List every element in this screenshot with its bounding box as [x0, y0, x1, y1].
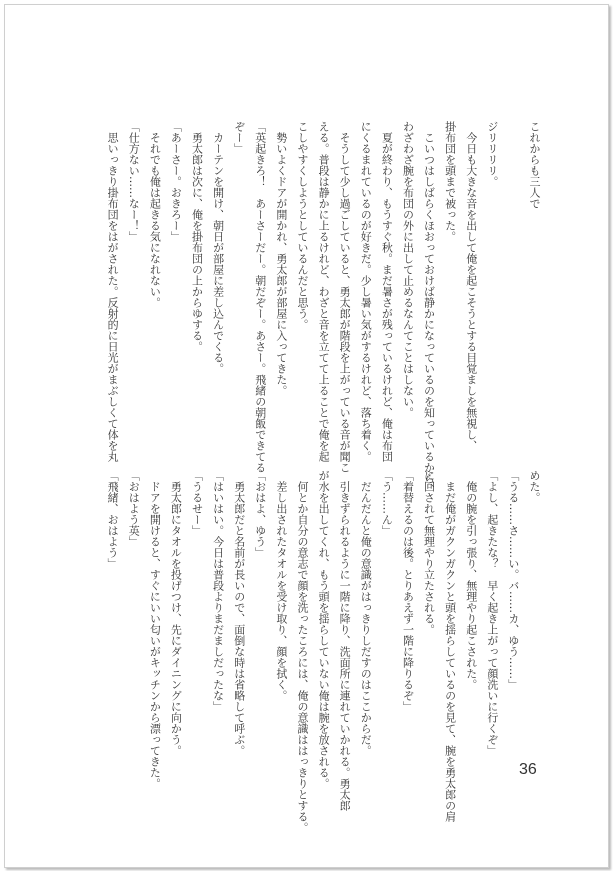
text-line: 「着替えるのは後。とりあえず一階に降りるぞ」: [401, 470, 415, 712]
text-block-bottom: [99, 470, 545, 833]
page-number: 36: [519, 761, 537, 778]
text-line: 「はいはい。今日は普段よりまだましだったな」: [211, 470, 225, 712]
text-line: 「飛緒、おはよう」: [106, 470, 120, 569]
text-line: それでも俺は起きる気になれない。: [148, 121, 162, 308]
chapter-title: これからも三人で: [528, 121, 541, 209]
text-line: そうして少し過ごしていると、勇太郎が階段を上がっている音が聞こ: [338, 121, 352, 473]
text-line: 勇太郎にタオルを投げつけ、先にダイニングに向かう。: [169, 470, 183, 756]
text-line: 夏が終わり、もうすぐ秋。まだ暑さが残っているけれど、俺は布団: [380, 121, 394, 462]
text-line: 勢いよくドアが開かれ、勇太郎が部屋に入ってきた。: [274, 121, 288, 396]
text-line: 「う……ん」: [380, 470, 394, 536]
text-line: [503, 121, 524, 466]
text-line: に回されて無理やり立たされる。: [422, 470, 436, 635]
text-line: 「うるせー」: [190, 470, 204, 536]
text-line: にくるまれているのが好きだ。少し暑い気がするけれど、落ち着く。: [359, 121, 373, 462]
text-line: 今日も大きな音を出して俺を起こそうとする目覚ましを無視し、: [464, 121, 478, 451]
text-line: まだ俺がガクンガクンと頭を揺らしているのを見て、腕を勇太郎の肩: [443, 470, 457, 822]
document-page: [4, 4, 609, 868]
text-line: が水を出してくれ、もう頭を揺らしていない俺は腕を放される。: [317, 470, 331, 789]
text-line: 勇太郎だと名前が長いので、面倒な時は省略して呼ぶ。: [232, 470, 246, 756]
text-line: 差し出されたタオルを受け取り、顔を拭く。: [274, 470, 288, 701]
text-line: 「うる……さ……い。バ……カ、ゆう……」: [506, 470, 520, 690]
text-line: 勇太郎は次に、俺を掛布団の上からゆする。: [190, 121, 204, 352]
text-line: 何とか自分の意志で顔を洗ったころには、俺の意識ははっきりとする。: [295, 470, 309, 833]
text-line: 引きずられるように一階に降り、洗面所に連れていかれる。勇太郎: [338, 470, 352, 811]
text-line: 「よし、起きたな？ 早く起き上がって顔洗いに行くぞ」: [485, 470, 499, 756]
text-line: わざわざ腕を布団の外に出して止めるなんてことはしない。: [401, 121, 415, 418]
text-line: 「英起きろ！ あーさーだー。朝だぞー。あさー。飛緒の朝飯できてる: [253, 121, 267, 473]
text-line: こいつはしばらくほおっておけば静かになっているのを知っているから、: [422, 121, 436, 495]
text-line: 「あーさー。おきろー」: [169, 121, 183, 242]
text-line: めた。: [528, 470, 541, 503]
text-line: 「おはよう英」: [127, 470, 141, 547]
text-line: 掛布団を頭まで被った。: [443, 121, 457, 242]
text-line: 俺の腕を引っ張り、無理やり起こされた。: [464, 470, 478, 690]
text-line: ジリリリリ。: [485, 121, 499, 187]
text-line: カーテンを開け、朝日が部屋に差し込んでくる。: [211, 121, 225, 374]
text-line: ぞー」: [232, 121, 246, 154]
text-line: 「おはよ、ゆう」: [253, 470, 267, 558]
text-line: こしやすくしようとしているんだと思う。: [295, 121, 309, 330]
text-line: だんだんと俺の意識がはっきりしだすのはここからだ。: [359, 470, 373, 756]
text-line: ドアを開けると、すぐにいい匂いがキッチンから漂ってきた。: [148, 470, 162, 789]
text-line: える。普段は静かに上るけれど、わざと音を立てて上ることで俺を起: [317, 121, 331, 462]
text-line: 思いっきり掛布団をはがされた。反射的に日光がまぶしくて体を丸: [106, 121, 120, 462]
text-line: 「仕方ない……なー！」: [127, 121, 141, 242]
